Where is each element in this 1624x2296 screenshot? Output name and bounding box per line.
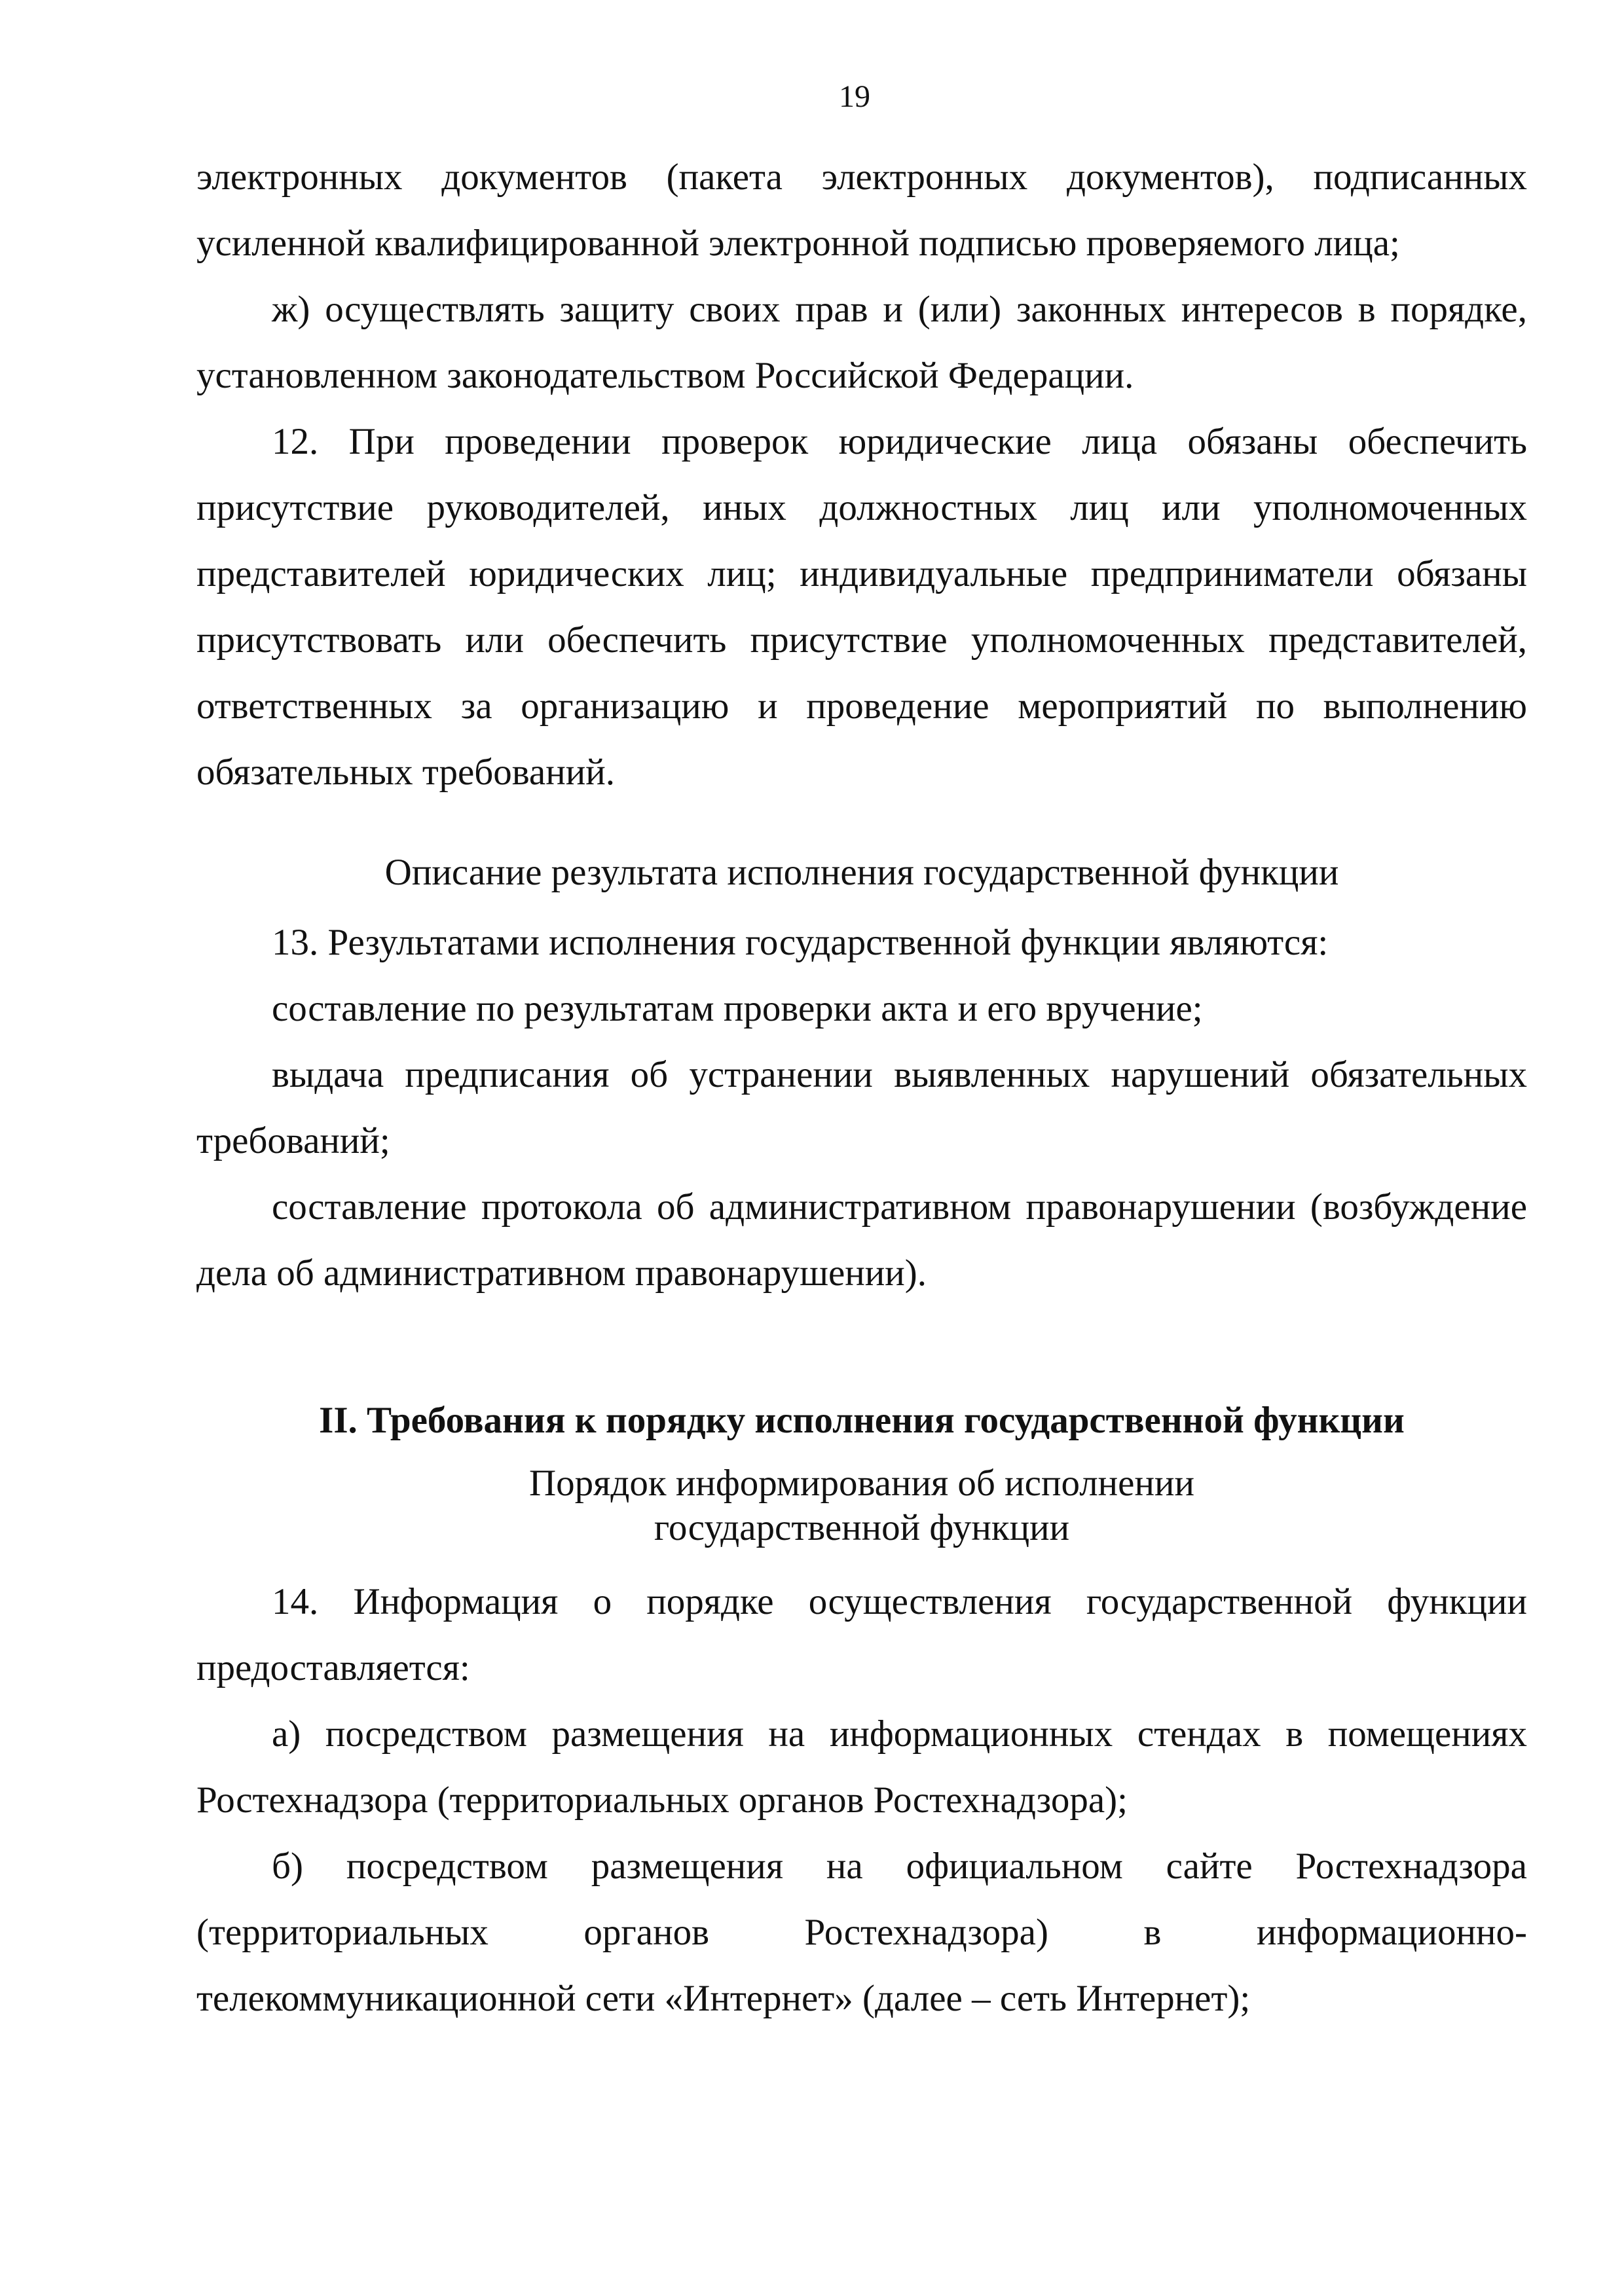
paragraph-result-protocol: составление протокола об административном правонарушении (возбуждение дела об административном правонарушении).: [196, 1186, 1527, 1294]
paragraph-result-order: выдача предписания об устранении выявленных нарушений обязательных требований;: [196, 1054, 1527, 1161]
chapter-title: II. Требования к порядку исполнения государственной функции: [319, 1400, 1405, 1441]
document-body: [196, 144, 1527, 2032]
paragraph-continuation: электронных документов (пакета электронных документов), подписанных усиленной квалифицированной электронной подписью проверяемого лица;: [196, 156, 1527, 264]
subsection-heading-line-2: государственной функции: [654, 1507, 1070, 1548]
paragraph-result-act: составление по результатам проверки акта и его вручение;: [272, 988, 1203, 1029]
page-number: 19: [839, 79, 870, 114]
paragraph-item-13: 13. Результатами исполнения государственной функции являются:: [272, 922, 1329, 963]
subsection-heading-informing: [196, 1461, 1527, 1550]
paragraph-item-a: а) посредством размещения на информационных стендах в помещениях Ростехнадзора (территориальных органов Ростехнадзора);: [196, 1713, 1527, 1821]
section-heading-result: Описание результата исполнения государственной функции: [384, 852, 1339, 893]
paragraph-item-zh: ж) осуществлять защиту своих прав и (или) законных интересов в порядке, установленном законодательством Российской Федерации.: [196, 289, 1527, 396]
paragraph-item-14: 14. Информация о порядке осуществления государственной функции предоставляется:: [196, 1581, 1527, 1688]
paragraph-item-12: 12. При проведении проверок юридические лица обязаны обеспечить присутствие руководителей, иных должностных лиц или уполномоченных представителей юридических лиц; индивидуальные предприниматели обязаны присутствовать или обеспечить присутствие уполномоченных представителей, ответственных за организацию и проведение мероприятий по выполнению обязательных требований.: [196, 421, 1527, 793]
subsection-heading-line-1: Порядок информирования об исполнении: [529, 1463, 1194, 1504]
paragraph-item-b: б) посредством размещения на официальном сайте Ростехнадзора (территориальных органов Ростехнадзора) в информационно-телекоммуникационной сети «Интернет» (далее – сеть Интернет);: [196, 1846, 1527, 2019]
